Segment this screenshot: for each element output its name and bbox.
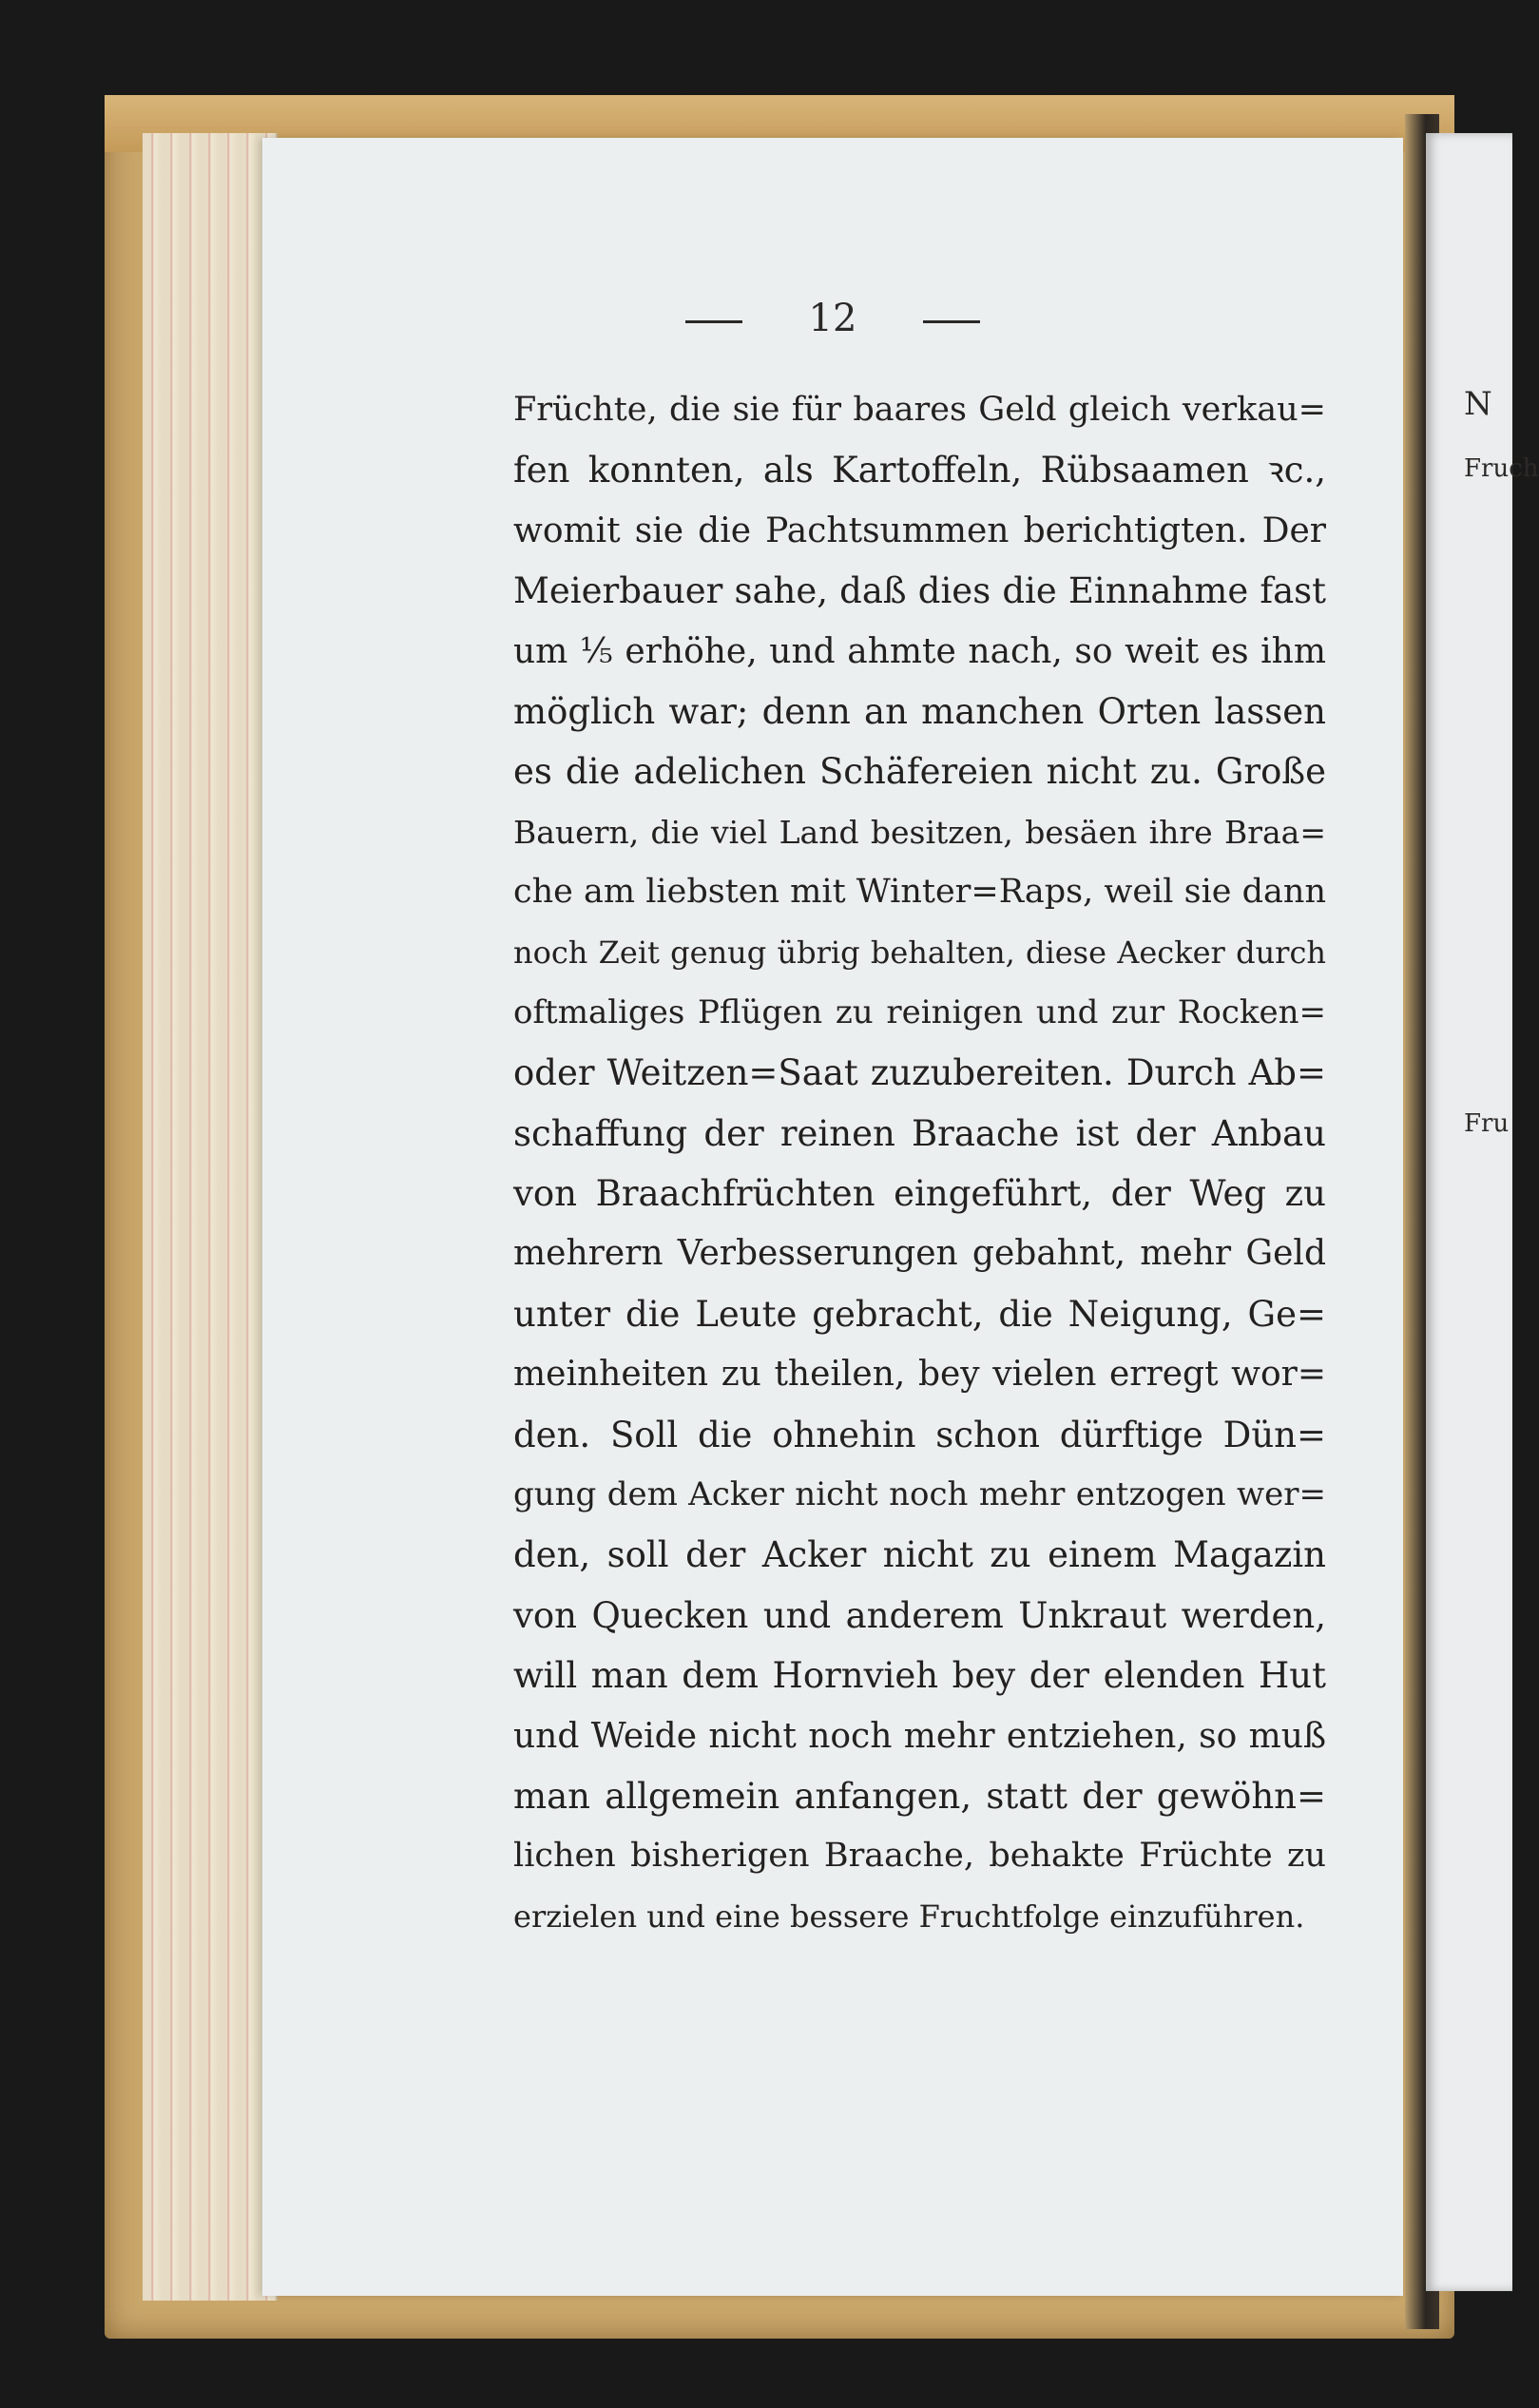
page-edges [143, 133, 278, 2301]
text-line: man allgemein anfangen, statt der gewöhn= [513, 1775, 1326, 1817]
body-text [513, 380, 1326, 1947]
header-dash-right [923, 320, 980, 323]
text-line: den. Soll die ohnehin schon dürftige Dün= [513, 1414, 1326, 1455]
text-line: noch Zeit genug übrig behalten, diese Aecker durch [513, 934, 1326, 971]
text-line: oftmaliges Pflügen zu reinigen und zur Rocken= [513, 992, 1326, 1031]
text-line: mehrern Verbesserungen gebahnt, mehr Geld [513, 1234, 1326, 1274]
text-line: Früchte, die sie für baares Geld gleich verkau= [513, 391, 1326, 429]
page-header [262, 297, 1403, 354]
text-line: oder Weitzen=Saat zuzubereiten. Durch Ab= [513, 1052, 1326, 1094]
text-line: und Weide nicht noch mehr entziehen, so muß [513, 1716, 1326, 1756]
text-line: unter die Leute gebracht, die Neigung, Ge= [513, 1293, 1326, 1335]
text-line: Bauern, die viel Land besitzen, besäen ihre Braa= [513, 813, 1326, 851]
text-line: fen konnten, als Kartoffeln, Rübsaamen ꝛc., [513, 450, 1326, 491]
text-line: will man dem Hornvieh bey der elenden Hut [513, 1655, 1326, 1697]
text-line: womit sie die Pachtsummen berichtigten. Der [513, 510, 1326, 550]
text-line: von Quecken und anderem Unkraut werden, [513, 1594, 1326, 1636]
header-dash-left [685, 320, 742, 323]
text-line: gung dem Acker nicht noch mehr entzogen wer= [513, 1475, 1326, 1514]
text-line: schaffung der reinen Braache ist der Anbau [513, 1112, 1326, 1154]
text-line: um ⅕ erhöhe, und ahmte nach, so weit es ihm [513, 631, 1326, 671]
text-line: Meierbauer sahe, daß dies die Einnahme fast [513, 570, 1326, 612]
text-line: von Braachfrüchten eingeführt, der Weg zu [513, 1173, 1326, 1215]
text-line: es die adelichen Schäfereien nicht zu. Große [513, 751, 1326, 793]
text-line: che am liebsten mit Winter=Raps, weil sie dann [513, 873, 1326, 912]
page-number: 12 [808, 297, 857, 340]
next-page-fragment: Fruch [1464, 454, 1539, 483]
next-page-fragment: Fru [1464, 1109, 1510, 1138]
text-line: den, soll der Acker nicht zu einem Magazin [513, 1534, 1326, 1576]
text-line: erzielen und eine bessere Fruchtfolge einzuführen. [513, 1898, 1305, 1935]
text-line: meinheiten zu theilen, bey vielen erregt wor= [513, 1355, 1326, 1395]
text-line: möglich war; denn an manchen Orten lassen [513, 690, 1326, 732]
next-page-fragment: N [1464, 385, 1492, 423]
text-line: lichen bisherigen Braache, behakte Früchte zu [513, 1837, 1326, 1876]
